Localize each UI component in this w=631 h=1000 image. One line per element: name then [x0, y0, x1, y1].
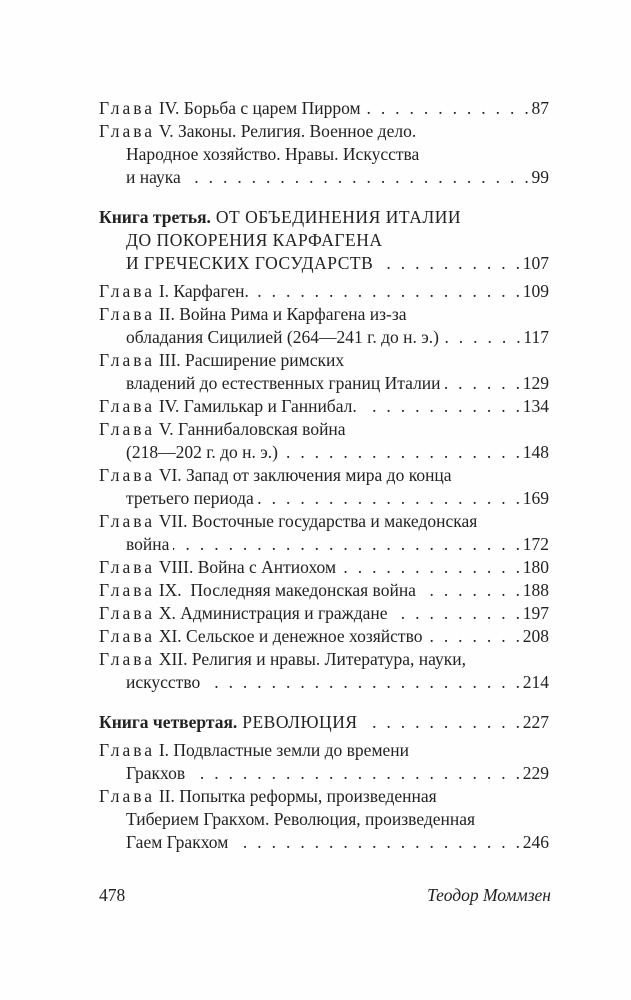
dot-leader — [426, 625, 522, 648]
toc-entry-line — [99, 349, 549, 372]
dot-leader — [365, 97, 532, 120]
toc-entry-text: ОТ ОБЪЕДИНЕНИЯ ИТАЛИИ — [215, 207, 462, 227]
toc-chapter-entry — [99, 648, 549, 694]
toc-page-number: 148 — [522, 442, 549, 462]
table-of-contents — [99, 97, 549, 854]
toc-entry-text: Гракхов — [126, 763, 186, 783]
chapter-label: Глава — [99, 121, 155, 141]
toc-entry-line — [99, 625, 549, 648]
dot-leader — [253, 280, 523, 303]
folio-page-number: 478 — [99, 885, 126, 905]
toc-entry-line — [99, 739, 549, 762]
chapter-label: Глава — [99, 626, 155, 646]
toc-entry-line — [99, 533, 549, 556]
toc-entry-text: VI. Запад от заключения мира до конца — [158, 465, 452, 485]
toc-page-number: 188 — [522, 580, 549, 600]
chapter-label: Глава — [99, 603, 155, 623]
toc-page-number: 197 — [522, 603, 549, 623]
dot-leader — [362, 711, 523, 734]
toc-entry-line — [99, 510, 549, 533]
toc-page-number: 229 — [522, 763, 549, 783]
toc-entry-line — [99, 762, 549, 785]
toc-entry-line — [99, 143, 549, 166]
chapter-label: Глава — [99, 304, 155, 324]
toc-entry-text: VIII. Война с Антиохом — [158, 557, 337, 577]
chapter-label: Глава — [99, 396, 155, 416]
toc-chapter-entry — [99, 120, 549, 189]
toc-entry-text: XI. Сельское и денежное хозяйство — [158, 626, 423, 646]
dot-leader — [173, 533, 522, 556]
toc-entry-line — [99, 280, 549, 303]
toc-page-number: 117 — [523, 327, 549, 347]
toc-chapter-entry — [99, 280, 549, 303]
toc-entry-line — [99, 229, 549, 252]
toc-entry-text: ДО ПОКОРЕНИЯ КАРФАГЕНА — [126, 230, 383, 250]
dot-leader — [282, 441, 523, 464]
toc-entry-line — [99, 326, 549, 349]
toc-chapter-entry — [99, 97, 549, 120]
dot-leader — [232, 831, 522, 854]
toc-chapter-entry — [99, 579, 549, 602]
dot-leader — [204, 671, 523, 694]
toc-entry-text: Гаем Гракхом — [126, 832, 229, 852]
toc-page-number: 208 — [522, 626, 549, 646]
toc-entry-line — [99, 166, 549, 189]
toc-page-number: 227 — [522, 712, 549, 732]
toc-entry-line — [99, 441, 549, 464]
toc-entry-text: владений до естественных границ Италии — [126, 373, 441, 393]
toc-entry-line — [99, 602, 549, 625]
toc-entry-line — [99, 831, 549, 854]
dot-leader — [258, 487, 523, 510]
toc-entry-line — [99, 464, 549, 487]
dot-leader — [443, 326, 523, 349]
chapter-label: Глава — [99, 557, 155, 577]
chapter-label: Глава — [99, 281, 155, 301]
toc-page-number: 87 — [531, 98, 549, 118]
toc-entry-line — [99, 671, 549, 694]
toc-entry-text: IX. Последняя македонская война — [158, 580, 416, 600]
toc-entry-text: I. Карфаген. — [158, 281, 249, 301]
toc-chapter-entry — [99, 556, 549, 579]
toc-book-entry — [99, 206, 549, 275]
toc-entry-text: XII. Религия и нравы. Литература, науки, — [158, 649, 466, 669]
toc-entry-text: X. Администрация и граждане — [158, 603, 388, 623]
dot-leader — [420, 579, 523, 602]
toc-entry-text: (218—202 г. до н. э.) — [126, 442, 279, 462]
dot-leader — [189, 762, 523, 785]
chapter-label: Глава — [99, 740, 155, 760]
toc-entry-line — [99, 206, 549, 229]
chapter-label: Глава — [99, 511, 155, 531]
toc-entry-text: обладания Сицилией (264—241 г. до н. э.) — [126, 327, 439, 347]
toc-page-number: 129 — [522, 373, 549, 393]
chapter-label: Глава — [99, 98, 155, 118]
toc-entry-text: IV. Борьба с царем Пирром — [158, 98, 361, 118]
toc-chapter-entry — [99, 625, 549, 648]
dot-leader — [340, 556, 523, 579]
toc-entry-text: РЕВОЛЮЦИЯ — [242, 712, 358, 732]
toc-entry-text: III. Расширение римских — [158, 350, 345, 370]
book-title-lead: Книга четвертая. — [99, 712, 238, 732]
toc-entry-line — [99, 372, 549, 395]
toc-entry-line — [99, 808, 549, 831]
chapter-label: Глава — [99, 580, 155, 600]
toc-entry-line — [99, 395, 549, 418]
dot-leader — [361, 395, 523, 418]
toc-chapter-entry — [99, 395, 549, 418]
toc-page-number: 172 — [522, 534, 549, 554]
toc-entry-line — [99, 252, 549, 275]
chapter-label: Глава — [99, 649, 155, 669]
toc-entry-text: IV. Гамилькар и Ганнибал. — [158, 396, 357, 416]
toc-page-number: 180 — [522, 557, 549, 577]
toc-entry-line — [99, 648, 549, 671]
toc-entry-text: третьего периода — [126, 488, 254, 508]
toc-entry-text: VII. Восточные государства и македонская — [158, 511, 478, 531]
toc-chapter-entry — [99, 739, 549, 785]
page-footer — [99, 884, 551, 907]
toc-chapter-entry — [99, 303, 549, 349]
chapter-label: Глава — [99, 786, 155, 806]
book-title-lead: Книга третья. — [99, 207, 211, 227]
dot-leader — [445, 372, 523, 395]
toc-entry-text: II. Попытка реформы, произведенная — [158, 786, 437, 806]
toc-page-number: 107 — [522, 253, 549, 273]
toc-entry-text: И ГРЕЧЕСКИХ ГОСУДАРСТВ — [126, 253, 374, 273]
toc-chapter-entry — [99, 464, 549, 510]
toc-entry-text: V. Ганнибаловская война — [158, 419, 346, 439]
toc-entry-text: Тиберием Гракхом. Революция, произведенная — [126, 809, 476, 829]
toc-page-number: 134 — [522, 396, 549, 416]
toc-entry-line — [99, 487, 549, 510]
toc-book-entry — [99, 711, 549, 734]
chapter-label: Глава — [99, 465, 155, 485]
toc-entry-line — [99, 418, 549, 441]
toc-entry-text: и наука — [126, 167, 181, 187]
chapter-label: Глава — [99, 419, 155, 439]
toc-chapter-entry — [99, 418, 549, 464]
chapter-label: Глава — [99, 350, 155, 370]
toc-entry-line — [99, 711, 549, 734]
toc-chapter-entry — [99, 785, 549, 854]
toc-page-number: 169 — [522, 488, 549, 508]
toc-entry-line — [99, 303, 549, 326]
toc-page-number: 99 — [531, 167, 549, 187]
dot-leader — [185, 166, 532, 189]
toc-entry-line — [99, 120, 549, 143]
toc-chapter-entry — [99, 349, 549, 395]
toc-entry-line — [99, 785, 549, 808]
toc-entry-text: II. Война Рима и Карфагена из-за — [158, 304, 407, 324]
toc-entry-text: I. Подвластные земли до времени — [158, 740, 410, 760]
toc-entry-line — [99, 556, 549, 579]
toc-entry-line — [99, 97, 549, 120]
dot-leader — [392, 602, 523, 625]
toc-entry-line — [99, 579, 549, 602]
toc-page-number: 214 — [522, 672, 549, 692]
toc-page-number: 246 — [522, 832, 549, 852]
toc-page-number: 109 — [522, 281, 549, 301]
toc-entry-text: V. Законы. Религия. Военное дело. — [158, 121, 417, 141]
dot-leader — [377, 252, 522, 275]
toc-entry-text: искусство — [126, 672, 201, 692]
toc-chapter-entry — [99, 602, 549, 625]
toc-entry-text: Народное хозяйство. Нравы. Искусства — [126, 144, 420, 164]
toc-chapter-entry — [99, 510, 549, 556]
toc-entry-text: война — [126, 534, 170, 554]
running-head-author: Теодор Моммзен — [427, 885, 551, 905]
